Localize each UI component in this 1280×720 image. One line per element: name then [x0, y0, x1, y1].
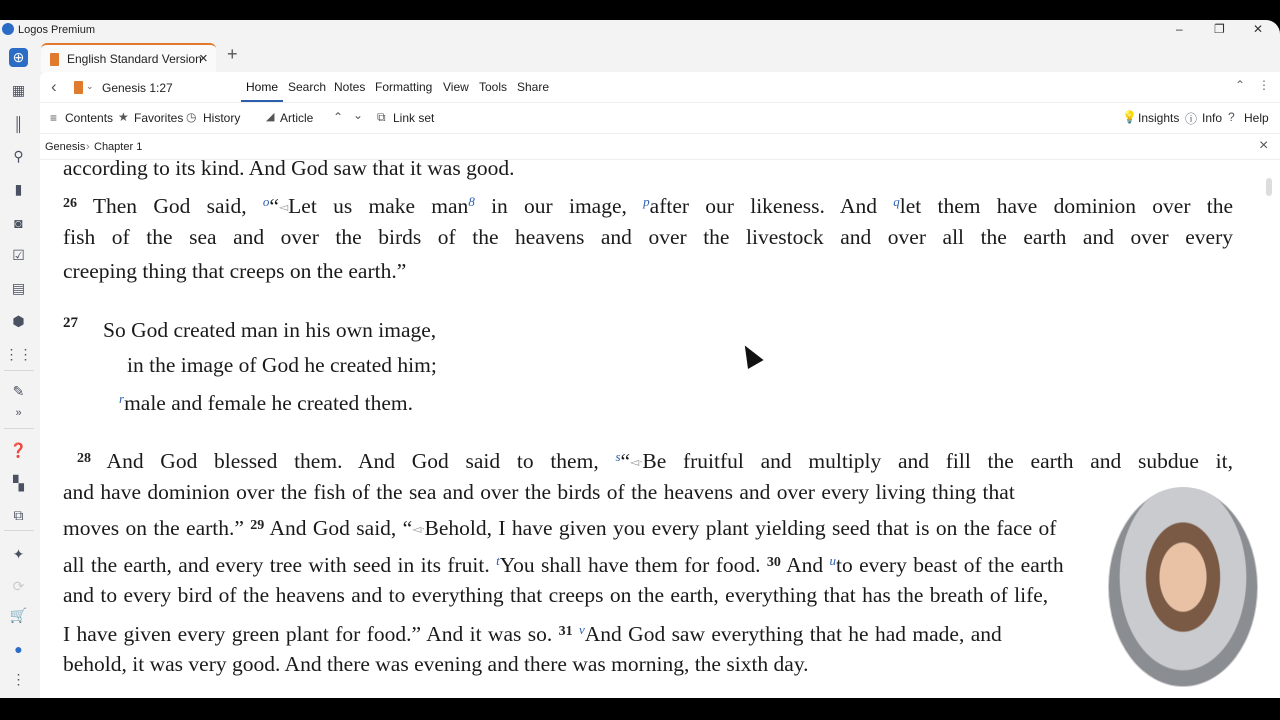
bible-icon[interactable]: ▮	[14, 181, 23, 197]
help-icon: ?	[1228, 110, 1235, 124]
pencil-icon[interactable]: ✎	[12, 383, 25, 399]
text-line	[127, 350, 437, 380]
scrollbar-thumb[interactable]	[1266, 178, 1272, 196]
tab-close-button[interactable]: ×	[199, 50, 208, 67]
footnote-link[interactable]: t	[496, 553, 500, 568]
close-window-button[interactable]: ✕	[1253, 22, 1264, 36]
contents-button[interactable]: Contents	[65, 111, 114, 125]
verse-text: And God saw everything that he had made, and	[584, 622, 1002, 646]
info-icon: ⓘ	[1185, 112, 1198, 126]
verse-text: You shall have them for food.	[499, 553, 767, 577]
text-line	[63, 160, 1233, 183]
layouts-icon[interactable]: ▚	[13, 475, 24, 491]
audio-speaker-icon[interactable]: ◅ᐧ	[412, 522, 425, 536]
history-icon: ◷	[186, 110, 197, 124]
app-window	[0, 20, 1280, 698]
footnote-link[interactable]: q	[893, 194, 900, 209]
article-icon: ◢	[266, 111, 275, 123]
home-icon[interactable]: ⊕	[9, 48, 28, 67]
verse-text: after our likeness. And	[649, 194, 894, 218]
contents-icon: ≡	[50, 111, 58, 125]
text-line	[63, 477, 1015, 507]
divider	[4, 370, 34, 371]
menu-tools[interactable]: Tools	[479, 80, 508, 94]
star-icon: ★	[118, 110, 129, 124]
text-line	[63, 222, 1233, 252]
sync-icon[interactable]: ⟳	[12, 578, 25, 594]
verse-text: according to its kind. And God saw that it was good.	[63, 160, 515, 180]
help-icon[interactable]: ❓	[9, 442, 28, 458]
resource-icon[interactable]	[74, 81, 83, 94]
verse-text: and to every bird of the heavens and to everything that creeps on the earth, everything that has the breath of life,	[63, 583, 1049, 607]
text-line	[63, 615, 1002, 645]
reference-box[interactable]: Genesis 1:27	[102, 81, 173, 95]
text-line	[63, 511, 1056, 541]
verse-text: let them have dominion over the	[899, 194, 1234, 218]
text-line	[103, 315, 436, 345]
next-article-button[interactable]: ⌄	[353, 108, 364, 122]
text-line	[63, 649, 1233, 679]
bible-search-icon[interactable]: ◙	[14, 214, 23, 231]
verse-text: in the image of God he created him;	[127, 353, 437, 377]
menu-notes[interactable]: Notes	[334, 80, 366, 94]
document-icon[interactable]: ▤	[11, 280, 26, 296]
breadcrumb	[40, 134, 1280, 160]
verse-text: Be fruitful and multiply and fill the earth and subdue it,	[642, 449, 1233, 473]
verse-text: I have given every green plant for food.” And it was so.	[63, 622, 559, 646]
webcam-overlay	[1108, 487, 1258, 687]
link-set-button[interactable]: Link set	[393, 111, 435, 125]
text-line	[77, 442, 1233, 472]
menu-share[interactable]: Share	[517, 80, 550, 94]
verse-number[interactable]: 28	[77, 451, 91, 466]
footnote-link[interactable]: u	[829, 553, 836, 568]
account-icon[interactable]: ●	[14, 640, 23, 657]
verse-text: Then God said,	[77, 194, 263, 218]
collapse-icon[interactable]: ⌃	[1235, 78, 1246, 92]
divider	[4, 428, 34, 429]
menu-home[interactable]: Home	[246, 80, 279, 94]
chevron-down-icon[interactable]: ⌄	[86, 81, 94, 91]
bible-text	[40, 160, 1280, 698]
footnote-link[interactable]: 8	[468, 194, 475, 209]
footnote-link[interactable]: s	[615, 449, 621, 464]
book-icon	[50, 53, 59, 66]
back-button[interactable]: ‹	[51, 77, 57, 96]
verse-text: And	[780, 553, 830, 577]
reading-plan-icon[interactable]: ☑	[12, 247, 25, 263]
footnote-link[interactable]: r	[119, 391, 125, 406]
help-button[interactable]: Help	[1244, 111, 1269, 125]
article-button[interactable]: Article	[280, 111, 314, 125]
favorites-button[interactable]: Favorites	[134, 111, 184, 125]
verse-text: all the earth, and every tree with seed in its fruit.	[63, 553, 497, 577]
panel-menu-bar	[40, 72, 1280, 103]
ai-icon[interactable]: ✦	[12, 546, 25, 562]
insights-button[interactable]: Insights	[1138, 111, 1180, 125]
resource-panel	[40, 72, 1280, 698]
menu-search[interactable]: Search	[288, 80, 327, 94]
search-icon[interactable]: ⚲	[13, 148, 24, 164]
atlas-icon[interactable]: ⬢	[12, 313, 25, 329]
verse-text: And God blessed them. And God said to them,	[91, 449, 616, 473]
tab-esv[interactable]	[41, 43, 216, 72]
expand-icon[interactable]: »	[15, 406, 22, 419]
tab-strip	[40, 40, 1280, 72]
text-line	[119, 384, 413, 414]
panel-toolbar	[40, 103, 1280, 134]
previous-article-button[interactable]: ⌃	[333, 110, 344, 124]
text-line	[63, 580, 1048, 610]
app-title: Logos Premium	[18, 24, 96, 36]
divider	[4, 530, 34, 531]
minimize-button[interactable]: –	[1176, 22, 1183, 36]
scrollbar[interactable]	[1266, 170, 1274, 210]
dashboard-add-icon[interactable]: ▦	[11, 82, 26, 98]
audio-speaker-icon[interactable]: ◅ᐧ	[630, 455, 643, 469]
verse-number: 27	[63, 315, 78, 331]
verse-text: fish of the sea and over the birds of the heavens and over the livestock and over all the earth and over every	[63, 225, 1233, 249]
more-options-icon[interactable]: ⋮	[1258, 78, 1270, 92]
text-line	[63, 546, 1064, 576]
verse-text: Let us make man	[288, 194, 469, 218]
verse-text: and have dominion over the fish of the sea and over the birds of the heavens and over every living thing that	[63, 480, 1015, 504]
verse-text: creeping thing that creeps on the earth.”	[63, 259, 407, 283]
verse-text: “	[620, 449, 631, 473]
menu-view[interactable]: View	[443, 80, 469, 94]
info-button[interactable]: Info	[1202, 111, 1223, 125]
apps-grid-icon[interactable]: ⋮⋮	[4, 346, 33, 362]
footnote-link[interactable]: p	[643, 194, 650, 209]
new-tab-button[interactable]: +	[227, 44, 238, 64]
breadcrumb-separator: ›	[86, 141, 90, 153]
breadcrumb-chapter[interactable]: Chapter 1	[94, 141, 143, 153]
breadcrumb-book[interactable]: Genesis	[45, 141, 86, 153]
history-button[interactable]: History	[203, 111, 241, 125]
text-line	[63, 187, 1233, 217]
verse-number[interactable]: 26	[63, 196, 77, 211]
text-line	[63, 256, 1233, 286]
verse-text: in our image,	[474, 194, 644, 218]
audio-speaker-icon[interactable]: ◅	[278, 200, 289, 214]
verse-text: to every beast of the earth	[835, 553, 1064, 577]
close-breadcrumb-button[interactable]: ×	[1259, 137, 1269, 154]
title-bar	[0, 20, 1280, 40]
footnote-link[interactable]: v	[578, 622, 585, 637]
verse-text: Behold, I have given you every plant yielding seed that is on the face of	[424, 516, 1057, 540]
verse-number[interactable]: 31	[558, 624, 573, 639]
menu-formatting[interactable]: Formatting	[375, 80, 433, 94]
more-icon[interactable]: ⋮	[11, 671, 26, 687]
cart-icon[interactable]: 🛒	[9, 607, 28, 623]
verse-text: So God created man in his own image,	[103, 318, 437, 342]
verse-text: moves on the earth.”	[63, 516, 251, 540]
verse-text: male and female he created them.	[124, 391, 413, 415]
verse-number[interactable]: 30	[766, 555, 781, 570]
close-panels-icon[interactable]: ⧉	[13, 507, 24, 523]
logos-logo-icon	[2, 23, 14, 35]
library-icon[interactable]: ║	[13, 115, 24, 132]
footnote-link[interactable]: o	[262, 194, 270, 209]
link-set-icon: ⧉	[377, 110, 386, 124]
verse-number[interactable]: 29	[250, 518, 265, 533]
verse-text: And God said, “	[264, 516, 413, 540]
sidebar	[0, 40, 38, 698]
restore-button[interactable]: ❐	[1214, 22, 1225, 36]
verse-text: behold, it was very good. And there was evening and there was morning, the sixth day.	[63, 652, 809, 676]
lightbulb-icon: 💡	[1122, 110, 1137, 124]
verse-text: “	[269, 194, 279, 218]
tab-label: English Standard Version	[67, 52, 202, 66]
